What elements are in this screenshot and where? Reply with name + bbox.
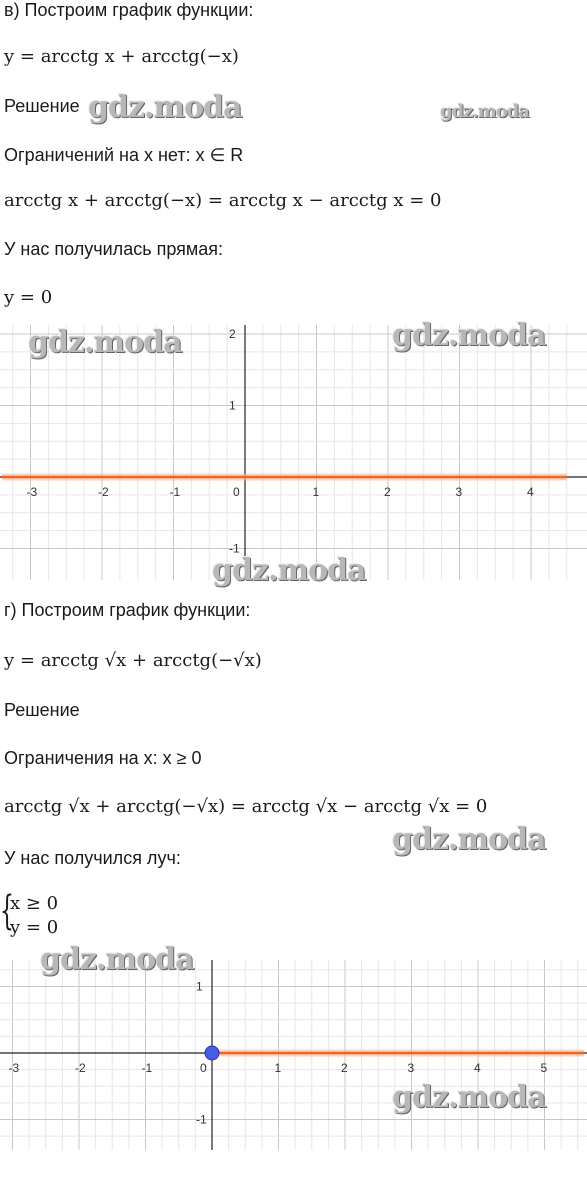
part-v-identity: arcctg x + arcctg(−x) = arcctg x − arcctg x = 0 bbox=[4, 190, 442, 211]
x-tick-label: 4 bbox=[474, 1061, 481, 1075]
x-tick-label: 2 bbox=[384, 485, 391, 499]
part-v-heading: в) Построим график функции: bbox=[4, 0, 254, 20]
x-tick-label: 4 bbox=[527, 485, 534, 499]
system-row-2: y = 0 bbox=[10, 917, 59, 938]
y-tick-label: 1 bbox=[196, 979, 203, 994]
part-g-result-text: У нас получился луч: bbox=[4, 848, 181, 868]
watermark: gdz.moda bbox=[440, 101, 529, 122]
graph-ray bbox=[0, 960, 587, 1150]
watermark: gdz.moda bbox=[392, 1080, 546, 1115]
x-tick-label: -1 bbox=[169, 485, 181, 499]
graph-line-y0 bbox=[0, 325, 587, 580]
y-tick-label: 1 bbox=[229, 398, 236, 413]
system-row-1: x ≥ 0 bbox=[10, 893, 59, 914]
y-tick-label: -1 bbox=[229, 541, 240, 556]
watermark: gdz.moda bbox=[88, 90, 242, 125]
x-tick-label: 1 bbox=[312, 485, 320, 499]
y-tick-label: 2 bbox=[229, 327, 236, 341]
x-tick-label: -3 bbox=[26, 485, 38, 499]
x-tick-label: 5 bbox=[540, 1061, 548, 1075]
x-tick-label: 3 bbox=[455, 485, 463, 499]
part-v-result-text: У нас получилась прямая: bbox=[4, 239, 224, 259]
x-tick-label: -3 bbox=[8, 1061, 20, 1075]
x-tick-label: -1 bbox=[141, 1061, 153, 1075]
x-tick-label: 0 bbox=[200, 1061, 207, 1075]
x-tick-label: 2 bbox=[341, 1061, 348, 1075]
watermark: gdz.moda bbox=[212, 553, 366, 588]
y-tick-label: -1 bbox=[196, 1112, 207, 1127]
x-tick-label: -2 bbox=[75, 1061, 86, 1075]
part-g-heading: г) Построим график функции: bbox=[4, 600, 251, 620]
part-v-function: y = arcctg x + arcctg(−x) bbox=[4, 46, 239, 67]
origin-point bbox=[205, 1046, 219, 1060]
watermark: gdz.moda bbox=[392, 822, 546, 857]
part-v-solution-label: Решение bbox=[4, 96, 80, 116]
part-g-solution-label: Решение bbox=[4, 700, 80, 720]
watermark: gdz.moda bbox=[28, 325, 182, 360]
part-v-result-eq: y = 0 bbox=[4, 287, 53, 308]
x-tick-label: 1 bbox=[274, 1061, 282, 1075]
part-g-function: y = arcctg √x + arcctg(−√x) bbox=[4, 650, 262, 671]
part-g-identity: arcctg √x + arcctg(−√x) = arcctg √x − arcctg √x = 0 bbox=[4, 796, 488, 817]
x-tick-label: 3 bbox=[407, 1061, 415, 1075]
watermark: gdz.moda bbox=[392, 318, 546, 353]
system-brace: { bbox=[0, 888, 14, 934]
x-tick-label: -2 bbox=[98, 485, 109, 499]
part-g-domain: Ограничения на x: x ≥ 0 bbox=[4, 748, 202, 768]
part-v-domain: Ограничений на x нет: x ∈ R bbox=[4, 145, 244, 165]
watermark: gdz.moda bbox=[40, 942, 194, 977]
part-g-system bbox=[0, 888, 120, 943]
x-tick-label: 0 bbox=[233, 485, 240, 499]
